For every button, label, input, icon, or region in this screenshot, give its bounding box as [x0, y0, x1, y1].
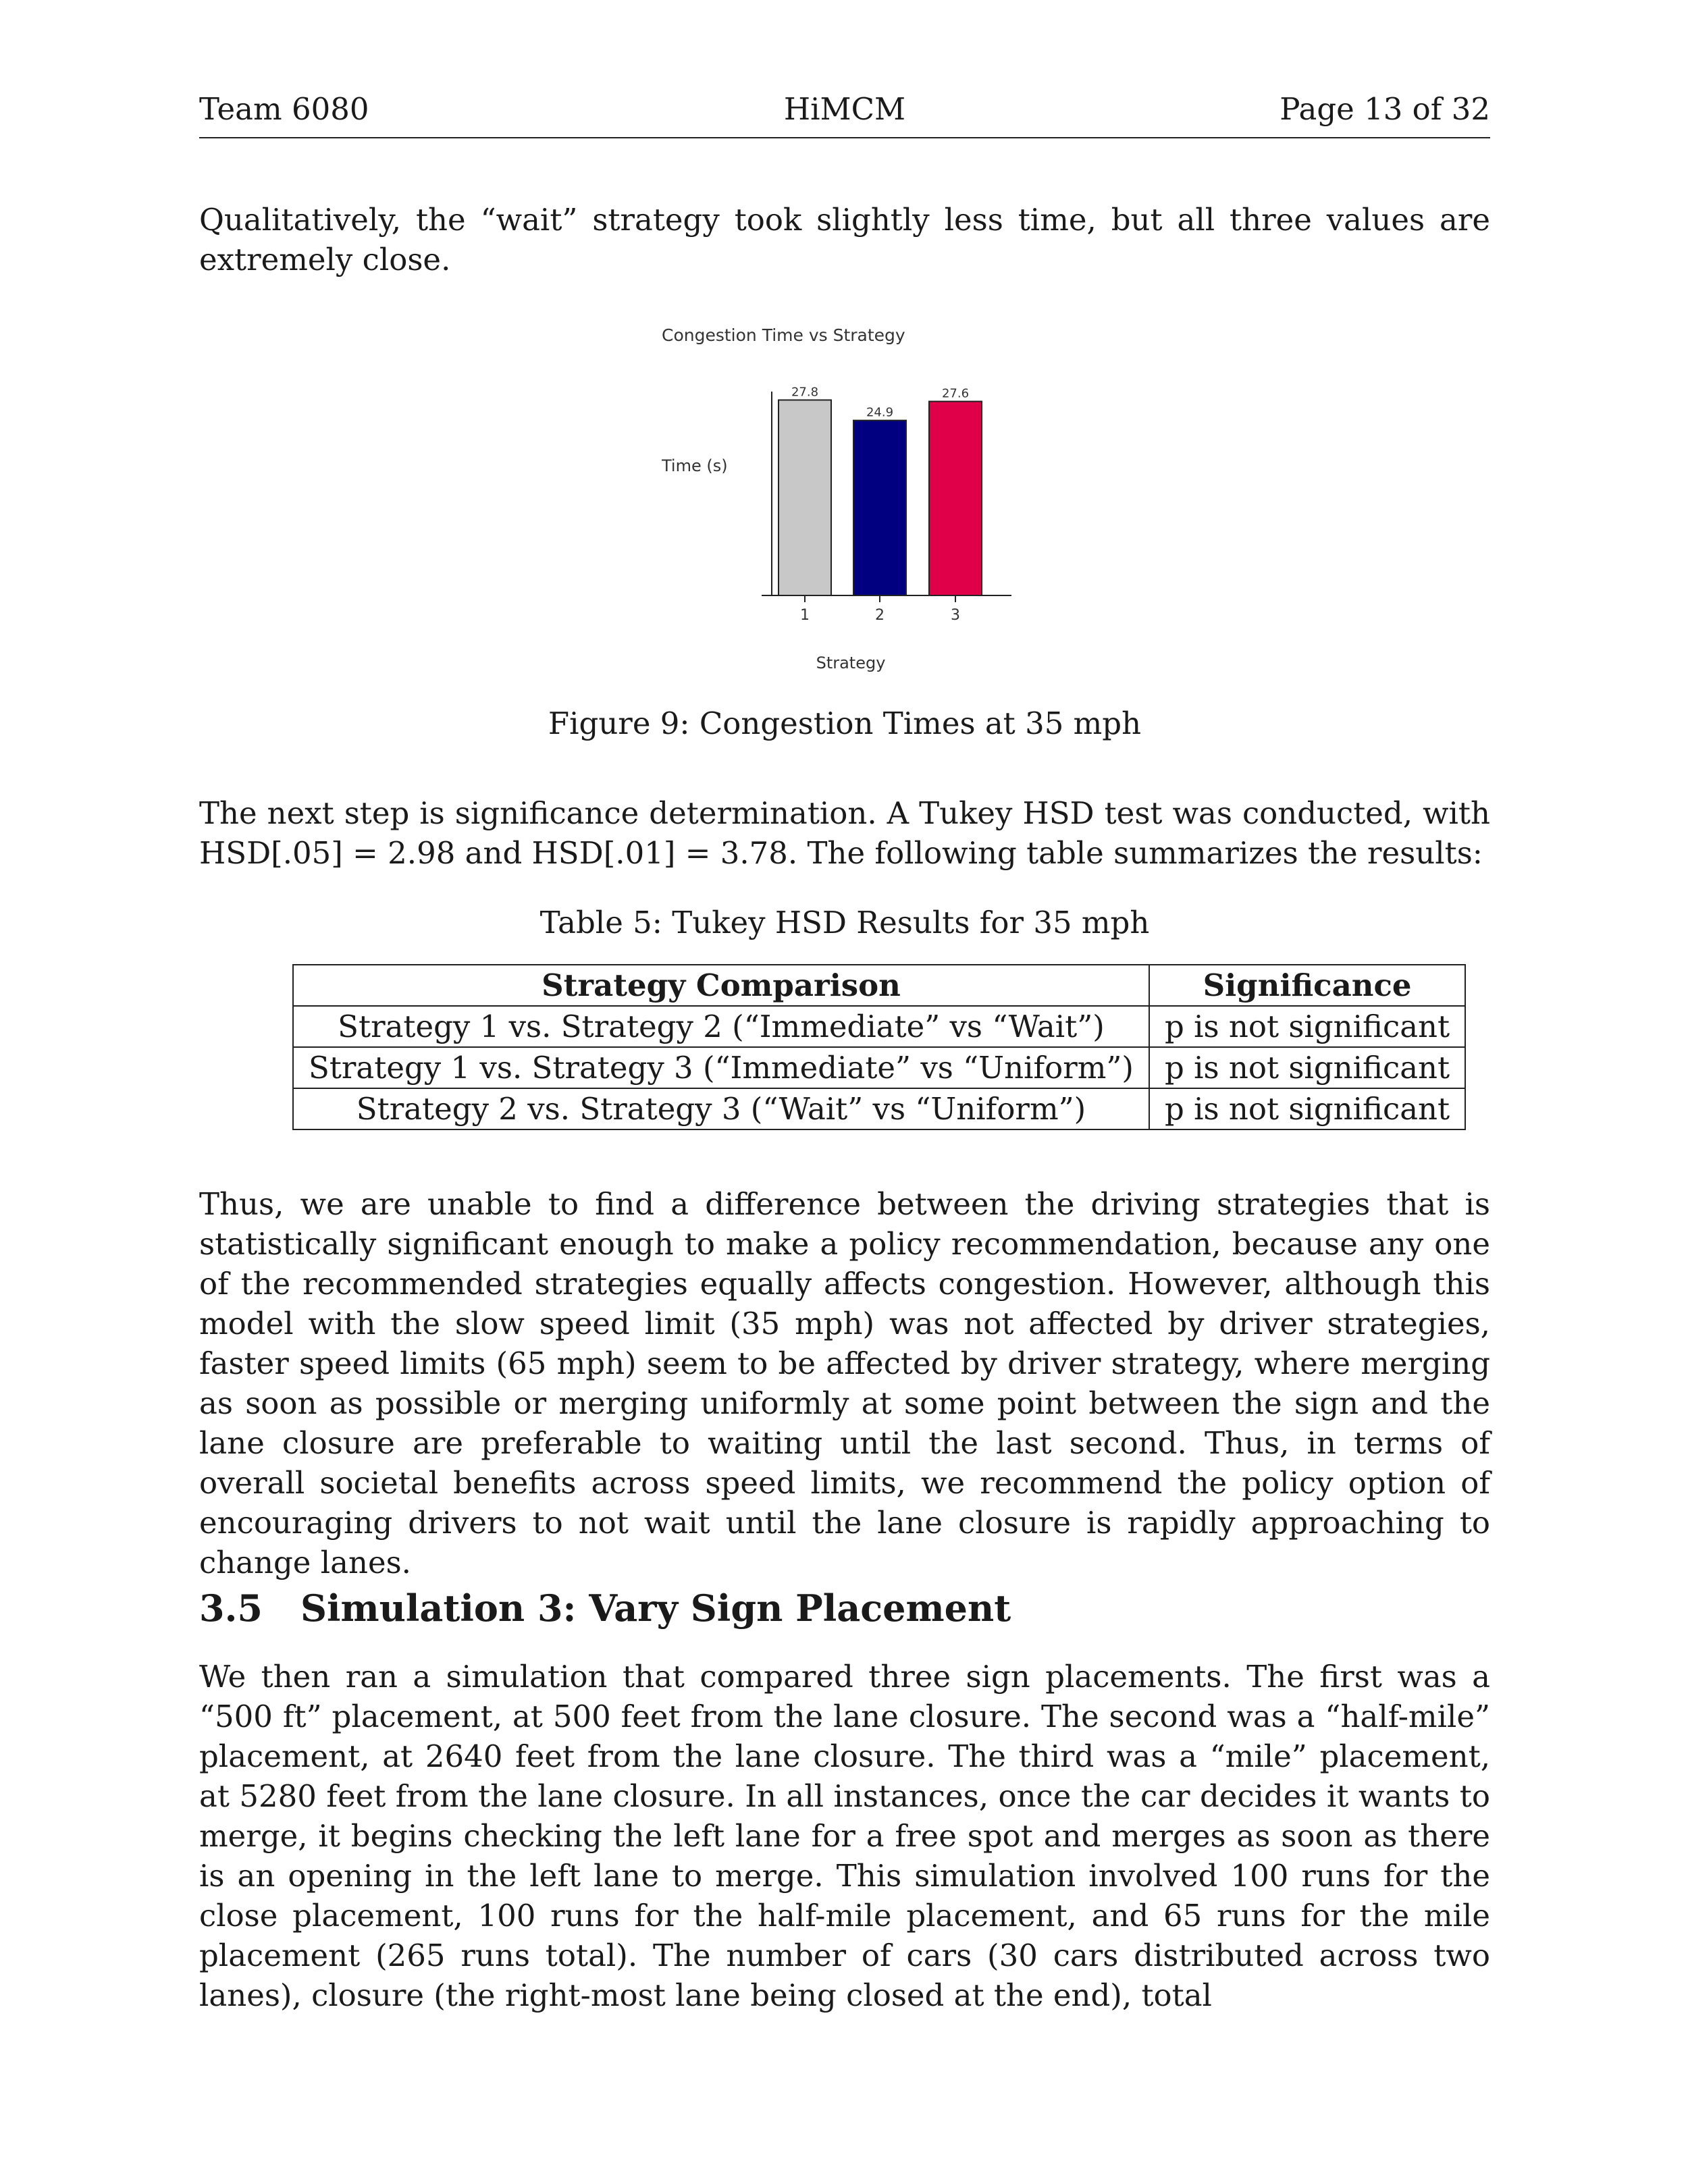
significance-cell: p is not significant [1149, 1088, 1465, 1129]
comparison-cell: Strategy 1 vs. Strategy 3 (“Immediate” vs “Uniform”) [293, 1047, 1149, 1088]
table-row [293, 1006, 1465, 1047]
section-number: 3.5 [199, 1587, 263, 1630]
paragraph-simulation-3: We then ran a simulation that compared three sign placements. The first was a “500 ft” placement, at 500 feet from the lane closure. The second was a “half-mile” placement, at 2640 feet from the lane closure. The third was a “mile” placement, at 5280 feet from the lane closure. In all instances, once the car decides it wants to merge, it begins checking the left lane for a free spot and merges as soon as there is an opening in the left lane to merge. This simulation involved 100 runs for the close placement, 100 runs for the half-mile placement, and 65 runs for the mile placement (265 runs total). The number of cars (30 cars distributed across two lanes), closure (the right-most lane being closed at the end), total [199, 1659, 1490, 2013]
comparison-cell: Strategy 2 vs. Strategy 3 (“Wait” vs “Uniform”) [293, 1088, 1149, 1129]
significance-cell: p is not significant [1149, 1047, 1465, 1088]
table-row [293, 1047, 1465, 1088]
bar-strategy-3 [929, 402, 982, 595]
comparison-cell: Strategy 1 vs. Strategy 2 (“Immediate” vs “Wait”) [293, 1006, 1149, 1047]
x-tick-label: 3 [951, 607, 960, 624]
header-title: HiMCM [783, 91, 906, 127]
bar-strategy-1 [779, 400, 831, 595]
bar-value-label: 24.9 [866, 405, 894, 420]
tukey-results-table [292, 964, 1466, 1130]
column-header-comparison: Strategy Comparison [293, 965, 1149, 1006]
table-header-row [293, 965, 1465, 1006]
paragraph-intro: Qualitatively, the “wait” strategy took slightly less time, but all three values are extremely close. [199, 202, 1490, 277]
figure-caption: Figure 9: Congestion Times at 35 mph [548, 705, 1142, 741]
section-title: Simulation 3: Vary Sign Placement [300, 1587, 1011, 1630]
x-tick-label: 1 [800, 607, 810, 624]
paragraph-tukey: The next step is significance determination. A Tukey HSD test was conducted, with HSD[.05] = 2.98 and HSD[.01] = 3.78. The following table summarizes the results: [199, 795, 1490, 871]
bar-value-label: 27.8 [791, 385, 819, 400]
header-team: Team 6080 [199, 91, 369, 127]
bar-value-label: 27.6 [941, 386, 970, 401]
page-header [199, 91, 1490, 138]
table-row [293, 1088, 1465, 1129]
congestion-time-chart [662, 317, 1040, 695]
x-tick-label: 2 [875, 607, 885, 624]
section-heading [199, 1587, 1011, 1630]
bar-strategy-2 [853, 421, 906, 595]
significance-cell: p is not significant [1149, 1006, 1465, 1047]
table-caption: Table 5: Tukey HSD Results for 35 mph [539, 905, 1150, 940]
column-header-significance: Significance [1149, 965, 1465, 1006]
chart-title: Congestion Time vs Strategy [662, 325, 905, 345]
chart-y-axis-label: Time (s) [662, 456, 728, 475]
paragraph-conclusion: Thus, we are unable to find a difference between the driving strategies that is statistically significant enough to make a policy recommendation, because any one of the recommended strategies equally affects congestion. However, although this model with the slow speed limit (35 mph) was not affected by driver strategies, faster speed limits (65 mph) seem to be affected by driver strategy, where merging as soon as possible or merging uniformly at some point between the sign and the lane closure are preferable to waiting until the last second. Thus, in terms of overall societal benefits across speed limits, we recommend the policy option of encouraging drivers to not wait until the lane closure is rapidly approaching to change lanes. [199, 1186, 1490, 1580]
header-page-number: Page 13 of 32 [1280, 91, 1490, 127]
chart-x-axis-label: Strategy [816, 654, 886, 672]
